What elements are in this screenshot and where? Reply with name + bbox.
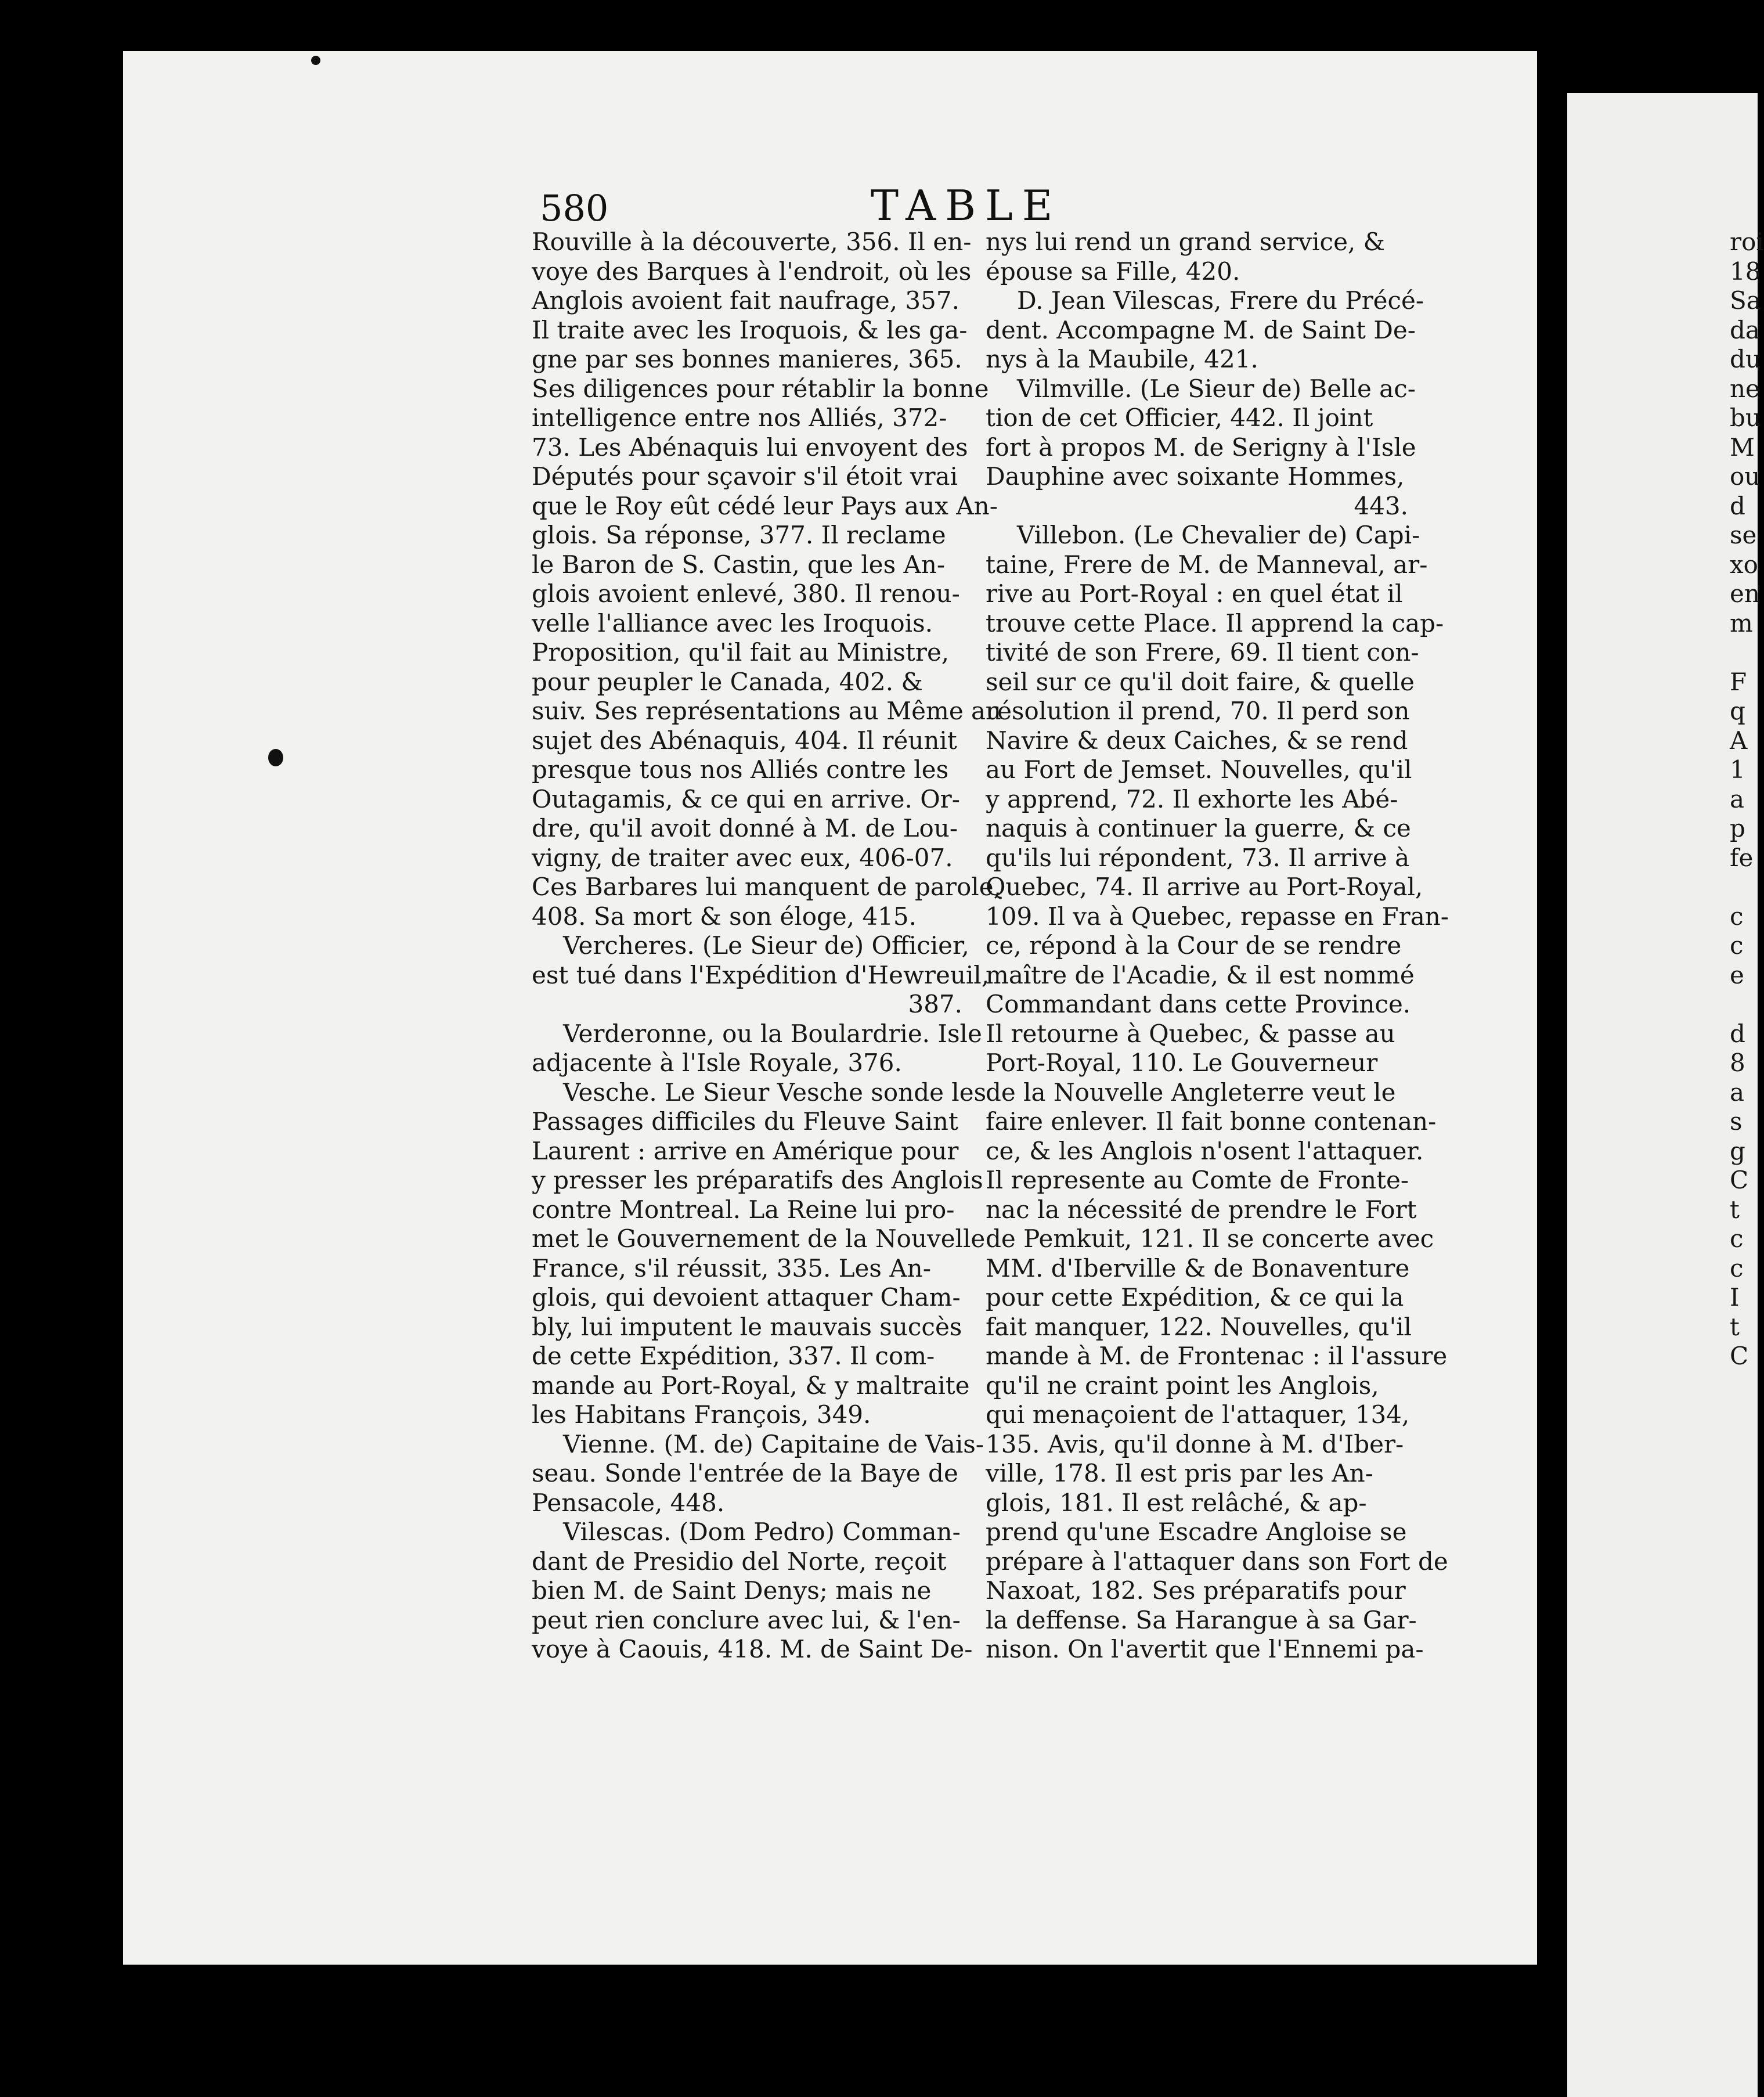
text-line: Anglois avoient fait naufrage, 357. xyxy=(532,286,959,315)
text-line: Dauphine avec soixante Hommes, xyxy=(986,462,1405,491)
text-line: vigny, de traiter avec eux, 406-07. xyxy=(532,843,953,872)
fragment-line: a xyxy=(1730,784,1745,813)
text-line: nys à la Maubile, 421. xyxy=(986,345,1258,373)
fragment-line: d xyxy=(1730,1019,1745,1048)
text-line: prend qu'une Escadre Angloise se xyxy=(986,1518,1407,1546)
text-line: fait manquer, 122. Nouvelles, qu'il xyxy=(986,1312,1412,1341)
text-line: tion de cet Officier, 442. Il joint xyxy=(986,403,1373,432)
text-line: rive au Port-Royal : en quel état il xyxy=(986,579,1403,608)
text-line: y presser les préparatifs des Anglois xyxy=(532,1166,983,1194)
text-line: qu'il ne craint point les Anglois, xyxy=(986,1371,1379,1400)
text-line: au Fort de Jemset. Nouvelles, qu'il xyxy=(986,755,1412,784)
text-line: pour cette Expédition, & ce qui la xyxy=(986,1283,1404,1311)
text-line: nac la nécessité de prendre le Fort xyxy=(986,1195,1417,1224)
fragment-line: c xyxy=(1730,1253,1744,1282)
text-line: maître de l'Acadie, & il est nommé xyxy=(986,960,1415,989)
text-line: est tué dans l'Expédition d'Hewreuil, xyxy=(532,960,990,989)
text-line: taine, Frere de M. de Manneval, ar- xyxy=(986,550,1428,579)
text-line: bly, lui imputent le mauvais succès xyxy=(532,1312,962,1341)
fragment-line: da xyxy=(1730,315,1760,344)
text-line: dent. Accompagne M. de Saint De- xyxy=(986,315,1416,344)
text-line: gne par ses bonnes manieres, 365. xyxy=(532,345,962,373)
text-line: de la Nouvelle Angleterre veut le xyxy=(986,1078,1396,1107)
text-line: 135. Avis, qu'il donne à M. d'Iber- xyxy=(986,1429,1404,1458)
fragment-line: 1 xyxy=(1730,755,1745,784)
text-line: Ces Barbares lui manquent de parole, xyxy=(532,873,1001,901)
text-line: de Pemkuit, 121. Il se concerte avec xyxy=(986,1224,1434,1253)
ink-blot-mark xyxy=(268,749,283,766)
text-line: Port-Royal, 110. Le Gouverneur xyxy=(986,1048,1378,1077)
fragment-line: roi xyxy=(1730,228,1764,256)
fragment-line: 18 xyxy=(1730,257,1761,286)
text-line: adjacente à l'Isle Royale, 376. xyxy=(532,1048,902,1077)
fragment-line: c xyxy=(1730,1224,1744,1253)
text-line: que le Roy eût cédé leur Pays aux An- xyxy=(532,491,998,520)
fragment-line: q xyxy=(1730,697,1745,725)
text-line: le Baron de S. Castin, que les An- xyxy=(532,550,946,579)
fragment-line: m xyxy=(1730,608,1753,637)
fragment-line: t xyxy=(1730,1312,1740,1341)
text-line: Villebon. (Le Chevalier de) Capi- xyxy=(1017,521,1420,549)
text-line: Il traite avec les Iroquois, & les ga- xyxy=(532,315,968,344)
fragment-line: c xyxy=(1730,931,1744,960)
text-line: Pensacole, 448. xyxy=(532,1488,725,1517)
text-line: trouve cette Place. Il apprend la cap- xyxy=(986,608,1444,637)
fragment-line: Sa xyxy=(1730,286,1761,315)
text-line: Laurent : arrive en Amérique pour xyxy=(532,1136,959,1165)
text-line: Vienne. (M. de) Capitaine de Vais- xyxy=(563,1429,984,1458)
text-line: Vesche. Le Sieur Vesche sonde les xyxy=(563,1078,987,1107)
text-line: velle l'alliance avec les Iroquois. xyxy=(532,608,933,637)
text-line: suiv. Ses représentations au Même au xyxy=(532,697,1002,725)
text-line: dant de Presidio del Norte, reçoit xyxy=(532,1547,947,1576)
text-line: Commandant dans cette Province. xyxy=(986,990,1411,1018)
text-line: Naxoat, 182. Ses préparatifs pour xyxy=(986,1576,1406,1605)
text-line: pour peupler le Canada, 402. & xyxy=(532,667,923,696)
text-line: Proposition, qu'il fait au Ministre, xyxy=(532,638,950,666)
text-line: Députés pour sçavoir s'il étoit vrai xyxy=(532,462,958,491)
text-line: Il represente au Comte de Fronte- xyxy=(986,1166,1409,1194)
text-line: qui menaçoient de l'attaquer, 134, xyxy=(986,1400,1410,1429)
text-line: voye à Caouis, 418. M. de Saint De- xyxy=(532,1635,973,1663)
text-line: nison. On l'avertit que l'Ennemi pa- xyxy=(986,1635,1424,1663)
text-line: qu'ils lui répondent, 73. Il arrive à xyxy=(986,843,1410,872)
fragment-line: en xyxy=(1730,579,1760,608)
text-line: 387. xyxy=(908,990,962,1018)
fragment-line: t xyxy=(1730,1195,1740,1224)
text-line: sujet des Abénaquis, 404. Il réunit xyxy=(532,726,957,755)
text-line: ce, répond à la Cour de se rendre xyxy=(986,931,1402,960)
fragment-line: I xyxy=(1730,1283,1740,1311)
text-line: presque tous nos Alliés contre les xyxy=(532,755,949,784)
text-line: ville, 178. Il est pris par les An- xyxy=(986,1459,1373,1487)
fragment-line: C xyxy=(1730,1342,1749,1370)
fragment-line: p xyxy=(1730,814,1745,842)
text-line: Verderonne, ou la Boulardrie. Isle xyxy=(563,1019,982,1048)
text-line: seau. Sonde l'entrée de la Baye de xyxy=(532,1459,958,1487)
text-line: peut rien conclure avec lui, & l'en- xyxy=(532,1605,961,1634)
text-line: fort à propos M. de Serigny à l'Isle xyxy=(986,433,1416,462)
text-line: Outagamis, & ce qui en arrive. Or- xyxy=(532,784,960,813)
text-line: tivité de son Frere, 69. Il tient con- xyxy=(986,638,1419,666)
fragment-line: s xyxy=(1730,1107,1743,1136)
fragment-line: se xyxy=(1730,521,1757,549)
text-line: 109. Il va à Quebec, repasse en Fran- xyxy=(986,902,1449,931)
text-line: Vercheres. (Le Sieur de) Officier, xyxy=(563,931,969,960)
text-line: contre Montreal. La Reine lui pro- xyxy=(532,1195,955,1224)
fragment-line: a xyxy=(1730,1078,1745,1107)
fragment-line: M xyxy=(1730,433,1755,462)
text-line: les Habitans François, 349. xyxy=(532,1400,871,1429)
page-number: 580 xyxy=(540,187,609,229)
fragment-line: C xyxy=(1730,1166,1749,1194)
fragment-line: c xyxy=(1730,902,1744,931)
text-line: voye des Barques à l'endroit, où les xyxy=(532,257,972,286)
text-line: mande à M. de Frontenac : il l'assure xyxy=(986,1342,1448,1370)
fragment-line: F xyxy=(1730,667,1747,696)
text-line: seil sur ce qu'il doit faire, & quelle xyxy=(986,667,1415,696)
text-line: la deffense. Sa Harangue à sa Gar- xyxy=(986,1605,1417,1634)
text-line: Ses diligences pour rétablir la bonne xyxy=(532,374,989,403)
text-line: de cette Expédition, 337. Il com- xyxy=(532,1342,935,1370)
text-line: 73. Les Abénaquis lui envoyent des xyxy=(532,433,968,462)
running-header: TABLE xyxy=(871,181,1062,230)
text-line: résolution il prend, 70. Il perd son xyxy=(986,697,1410,725)
text-line: MM. d'Iberville & de Bonaventure xyxy=(986,1253,1410,1282)
fragment-line: 8 xyxy=(1730,1048,1745,1077)
fragment-line: fe xyxy=(1730,843,1754,872)
ink-speck-mark xyxy=(311,56,320,65)
text-line: dre, qu'il avoit donné à M. de Lou- xyxy=(532,814,958,842)
text-line: ce, & les Anglois n'osent l'attaquer. xyxy=(986,1136,1424,1165)
text-line: Vilmville. (Le Sieur de) Belle ac- xyxy=(1017,374,1416,403)
fragment-line xyxy=(1567,638,1758,668)
fragment-line: d xyxy=(1730,491,1745,520)
fragment-line: g xyxy=(1730,1136,1745,1165)
text-line: met le Gouvernement de la Nouvelle xyxy=(532,1224,986,1253)
text-line: D. Jean Vilescas, Frere du Précé- xyxy=(1017,286,1424,315)
text-line: Il retourne à Quebec, & passe au xyxy=(986,1019,1395,1048)
text-line: Rouville à la découverte, 356. Il en- xyxy=(532,228,972,256)
fragment-line: du xyxy=(1730,345,1761,373)
adjacent-page-fragment xyxy=(1567,93,1764,2097)
text-line: glois. Sa réponse, 377. Il reclame xyxy=(532,521,946,549)
right-text-column xyxy=(986,228,1449,1664)
text-line: glois avoient enlevé, 380. Il renou- xyxy=(532,579,960,608)
text-line: naquis à continuer la guerre, & ce xyxy=(986,814,1411,842)
text-line: bien M. de Saint Denys; mais ne xyxy=(532,1576,932,1605)
text-line: épouse sa Fille, 420. xyxy=(986,257,1240,286)
fragment-line: bu xyxy=(1730,403,1761,432)
fragment-line xyxy=(1567,873,1758,902)
text-line: Quebec, 74. Il arrive au Port-Royal, xyxy=(986,873,1423,901)
fragment-line xyxy=(1567,990,1758,1019)
fragment-line: ou xyxy=(1730,462,1761,491)
text-line: intelligence entre nos Alliés, 372- xyxy=(532,403,947,432)
text-line: nys lui rend un grand service, & xyxy=(986,228,1386,256)
text-line: faire enlever. Il fait bonne contenan- xyxy=(986,1107,1437,1136)
text-line: glois, qui devoient attaquer Cham- xyxy=(532,1283,961,1311)
text-line: France, s'il réussit, 335. Les An- xyxy=(532,1253,931,1282)
text-line: prépare à l'attaquer dans son Fort de xyxy=(986,1547,1448,1576)
fragment-line: ne xyxy=(1730,374,1760,403)
fragment-line: A xyxy=(1730,726,1748,755)
page-gutter-shadow xyxy=(1538,75,1554,1962)
left-text-column xyxy=(532,228,1002,1664)
text-line: 408. Sa mort & son éloge, 415. xyxy=(532,902,917,931)
text-line: mande au Port-Royal, & y maltraite xyxy=(532,1371,970,1400)
text-line: Vilescas. (Dom Pedro) Comman- xyxy=(563,1518,961,1546)
fragment-line: xo xyxy=(1730,550,1758,579)
text-line: glois, 181. Il est relâché, & ap- xyxy=(986,1488,1367,1517)
text-line: Passages difficiles du Fleuve Saint xyxy=(532,1107,958,1136)
fragment-line: e xyxy=(1730,960,1744,989)
text-line: Navire & deux Caiches, & se rend xyxy=(986,726,1408,755)
text-line: y apprend, 72. Il exhorte les Abé- xyxy=(986,784,1398,813)
text-line: 443. xyxy=(1354,491,1408,520)
